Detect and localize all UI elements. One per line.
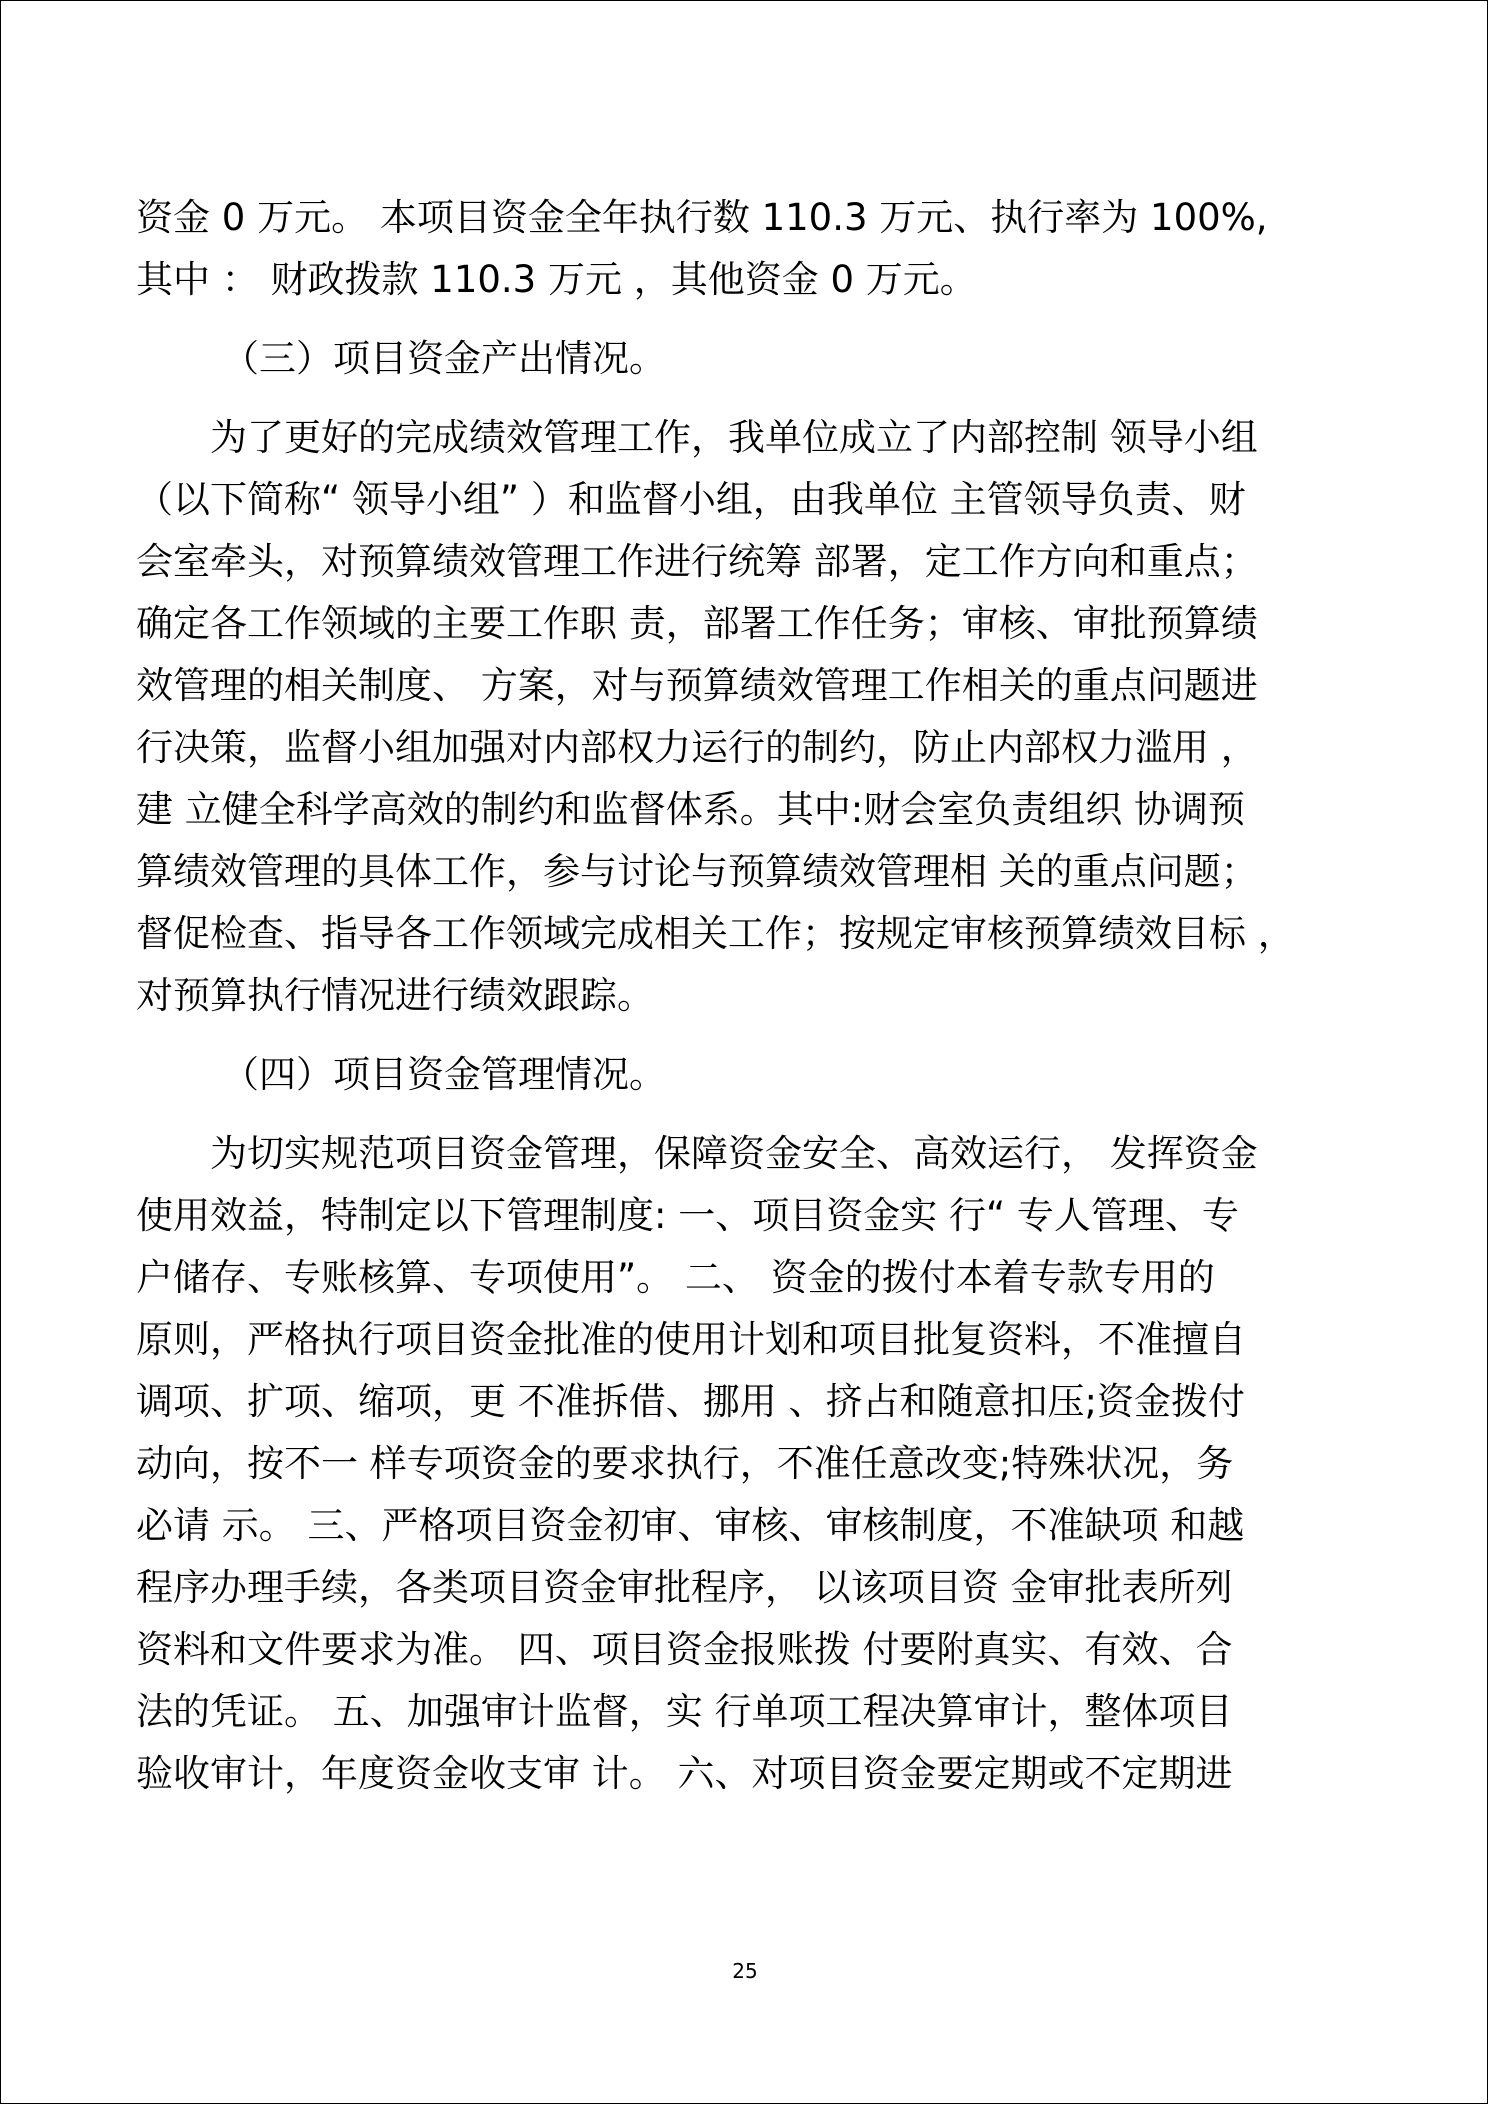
text-line: （以下简称“ 领导小组” ）和监督小组，由我单位 主管领导负责、财	[136, 478, 1246, 521]
section-heading: （四）项目资金管理情况。	[222, 1053, 666, 1096]
text-line: 调项、扩项、缩项，更 不准拆借、挪用 、挤占和随意扣压;资金拨付	[136, 1380, 1245, 1423]
text-line: 效管理的相关制度、 方案，对与预算绩效管理工作相关的重点问题进	[136, 664, 1258, 707]
text-line: 原则，严格执行项目资金批准的使用计划和项目批复资料，不准擅自	[136, 1318, 1246, 1361]
text-line: 动向，按不一 样专项资金的要求执行，不准任意改变;特殊状况，务	[136, 1442, 1234, 1485]
text-line: 会室牵头，对预算绩效管理工作进行统筹 部署，定工作方向和重点；	[136, 540, 1258, 583]
text-line: 督促检查、指导各工作领域完成相关工作；按规定审核预算绩效目标 ，	[136, 912, 1295, 955]
text-line: 为切实规范项目资金管理，保障资金安全、高效运行， 发挥资金	[136, 1132, 1258, 1175]
page-number: 25	[732, 1959, 758, 1983]
text-line: 其中 ： 财政拨款 110.3 万元 ，其他资金 0 万元。	[136, 258, 977, 301]
text-line: 户储存、专账核算、专项使用”。 二、 资金的拨付本着专款专用的	[136, 1256, 1215, 1299]
text-line: 资金 0 万元。 本项目资金全年执行数 110.3 万元、执行率为 100%,	[136, 196, 1268, 239]
text-line: 建 立健全科学高效的制约和监督体系。其中:财会室负责组织 协调预	[136, 788, 1245, 831]
text-line: 验收审计，年度资金收支审 计。 六、对项目资金要定期或不定期进	[136, 1752, 1233, 1795]
text-line: 资料和文件要求为准。 四、项目资金报账拨 付要附真实、有效、合	[136, 1628, 1233, 1671]
text-line: 算绩效管理的具体工作，参与讨论与预算绩效管理相 关的重点问题；	[136, 850, 1258, 893]
section-heading: （三）项目资金产出情况。	[222, 337, 666, 380]
text-line: 确定各工作领域的主要工作职 责，部署工作任务；审核、审批预算绩	[136, 602, 1258, 645]
text-line: 必请 示。 三、严格项目资金初审、审核、审核制度，不准缺项 和越	[136, 1504, 1245, 1547]
body-text	[136, 187, 1366, 1805]
text-line: 行决策，监督小组加强对内部权力运行的制约，防止内部权力滥用 ，	[136, 726, 1258, 769]
text-line: 使用效益，特制定以下管理制度: 一、项目资金实 行“ 专人管理、专	[136, 1194, 1239, 1237]
text-line: 法的凭证。 五、加强审计监督，实 行单项工程决算审计，整体项目	[136, 1690, 1233, 1733]
text-line: 为了更好的完成绩效管理工作，我单位成立了内部控制 领导小组	[136, 416, 1258, 459]
text-line: 对预算执行情况进行绩效跟踪。	[136, 974, 654, 1017]
text-line: 程序办理手续，各类项目资金审批程序， 以该项目资 金审批表所列	[136, 1566, 1233, 1609]
